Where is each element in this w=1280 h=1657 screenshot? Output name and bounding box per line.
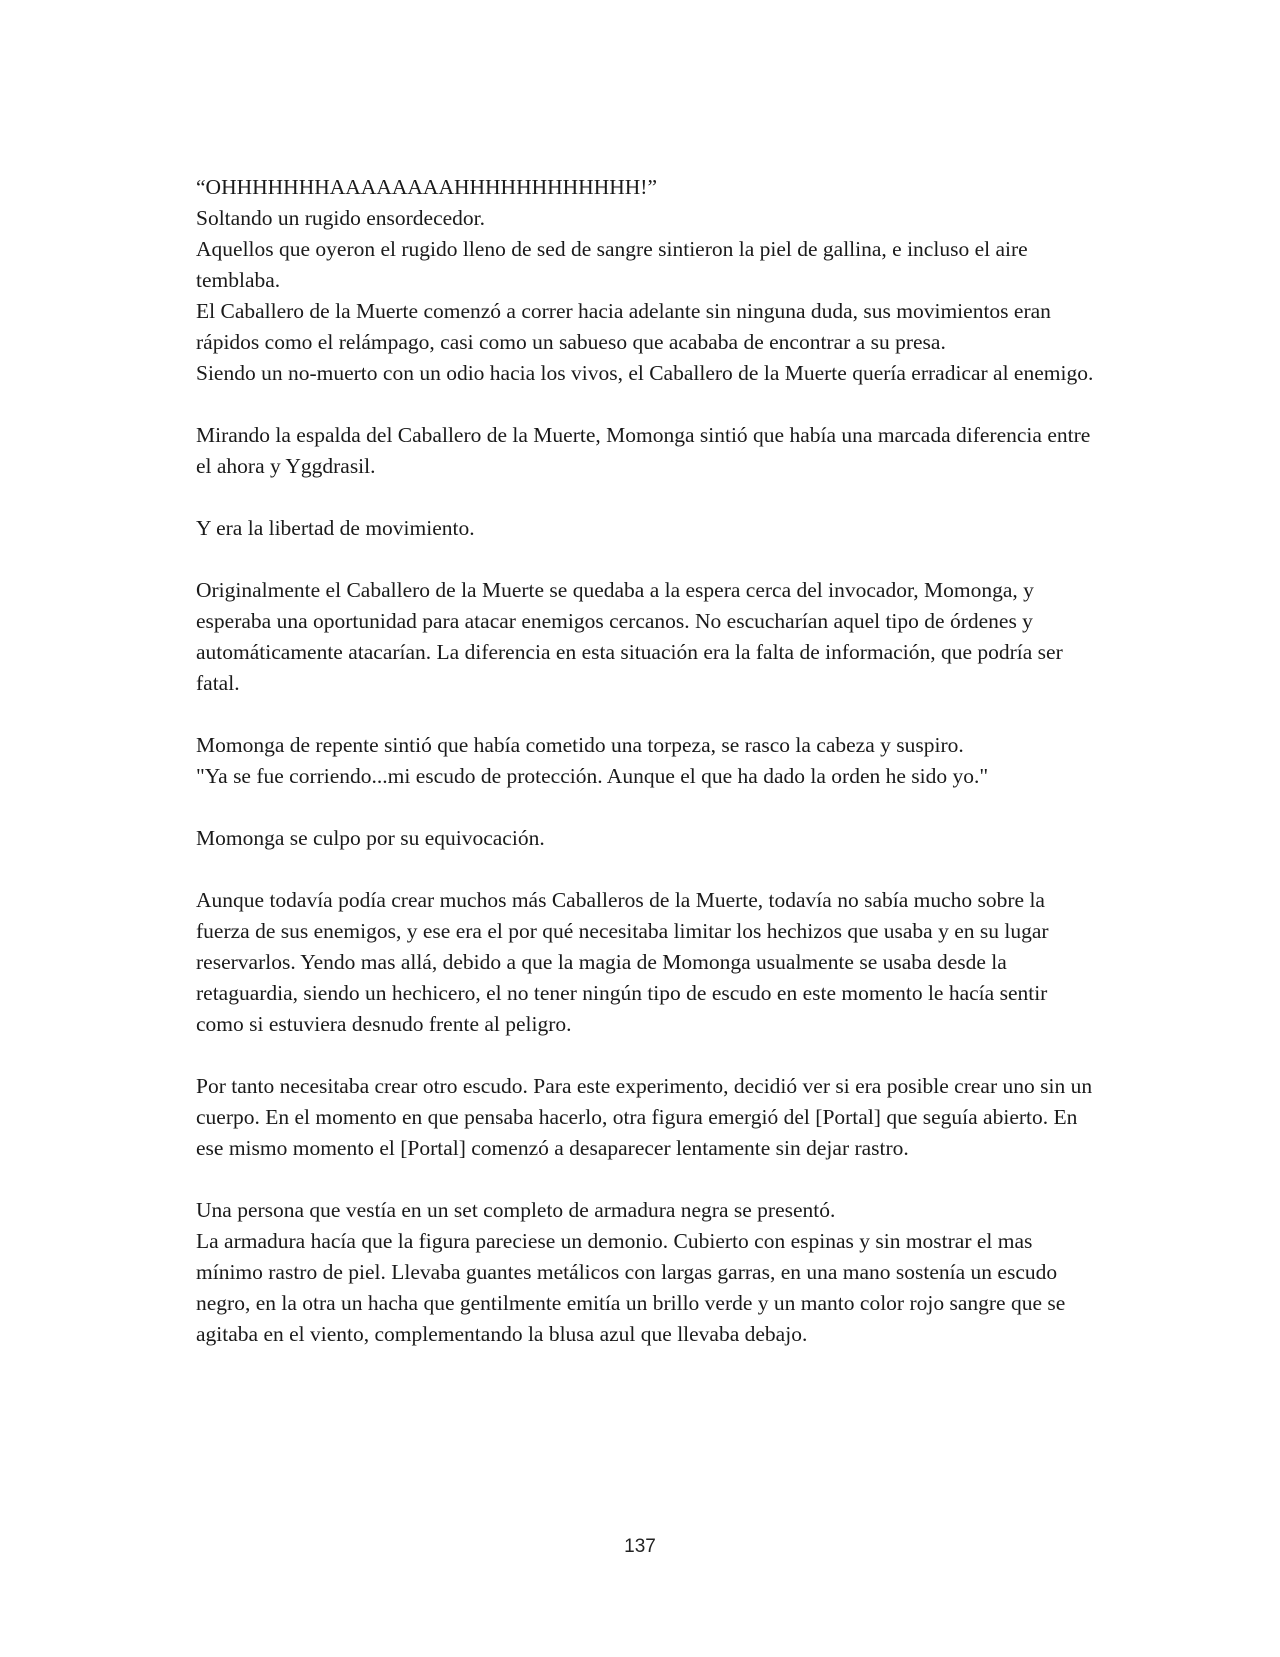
paragraph: Mirando la espalda del Caballero de la Muerte, Momonga sintió que había una marcada diferencia entre el ahora y Yggdrasil. [196, 423, 1091, 478]
paragraph: Siendo un no-muerto con un odio hacia los vivos, el Caballero de la Muerte quería erradicar al enemigo. [196, 361, 1094, 385]
paragraph-group-4 [196, 575, 1096, 699]
paragraph: "Ya se fue corriendo...mi escudo de protección. Aunque el que ha dado la orden he sido yo." [196, 764, 989, 788]
paragraph-group-5 [196, 730, 1096, 792]
page-body [196, 172, 1096, 1381]
paragraph: Momonga de repente sintió que había cometido una torpeza, se rasco la cabeza y suspiro. [196, 733, 964, 757]
paragraph-group-6 [196, 823, 1096, 854]
paragraph: El Caballero de la Muerte comenzó a correr hacia adelante sin ninguna duda, sus movimientos eran rápidos como el relámpago, casi como un sabueso que acababa de encontrar a su presa. [196, 299, 1051, 354]
paragraph: La armadura hacía que la figura pareciese un demonio. Cubierto con espinas y sin mostrar el mas mínimo rastro de piel. Llevaba guantes metálicos con largas garras, en una mano sostenía un escudo negro, en la otra un hacha que gentilmente emitía un brillo verde y un manto color rojo sangre que se agitaba en el viento, complementando la blusa azul que llevaba debajo. [196, 1229, 1066, 1346]
paragraph: Soltando un rugido ensordecedor. [196, 206, 486, 230]
paragraph-group-1 [196, 172, 1096, 389]
paragraph-group-8 [196, 1071, 1096, 1164]
paragraph-group-9 [196, 1195, 1096, 1350]
paragraph: Momonga se culpo por su equivocación. [196, 826, 545, 850]
paragraph-group-2 [196, 420, 1096, 482]
paragraph: Originalmente el Caballero de la Muerte se quedaba a la espera cerca del invocador, Momonga, y esperaba una oportunidad para atacar enemigos cercanos. No escucharían aquel tipo de órdenes y automáticamente atacarían. La diferencia en esta situación era la falta de información, que podría ser fatal. [196, 578, 1063, 695]
paragraph: Aquellos que oyeron el rugido lleno de sed de sangre sintieron la piel de gallina, e incluso el aire temblaba. [196, 237, 1028, 292]
paragraph: Y era la libertad de movimiento. [196, 516, 475, 540]
paragraph-group-7 [196, 885, 1096, 1040]
paragraph: Por tanto necesitaba crear otro escudo. Para este experimento, decidió ver si era posible crear uno sin un cuerpo. En el momento en que pensaba hacerlo, otra figura emergió del [Portal] que seguía abierto. En ese mismo momento el [Portal] comenzó a desaparecer lentamente sin dejar rastro. [196, 1074, 1093, 1160]
page-number: 137 [624, 1536, 656, 1557]
paragraph: Aunque todavía podía crear muchos más Caballeros de la Muerte, todavía no sabía mucho sobre la fuerza de sus enemigos, y ese era el por qué necesitaba limitar los hechizos que usaba y en su lugar reservarlos. Yendo mas allá, debido a que la magia de Momonga usualmente se usaba desde la retaguardia, siendo un hechicero, el no tener ningún tipo de escudo en este momento le hacía sentir como si estuviera desnudo frente al peligro. [196, 888, 1049, 1036]
paragraph: “OHHHHHHHAAAAAAAAHHHHHHHHHHHH!” [196, 175, 657, 199]
paragraph: Una persona que vestía en un set completo de armadura negra se presentó. [196, 1198, 836, 1222]
paragraph-group-3 [196, 513, 1096, 544]
